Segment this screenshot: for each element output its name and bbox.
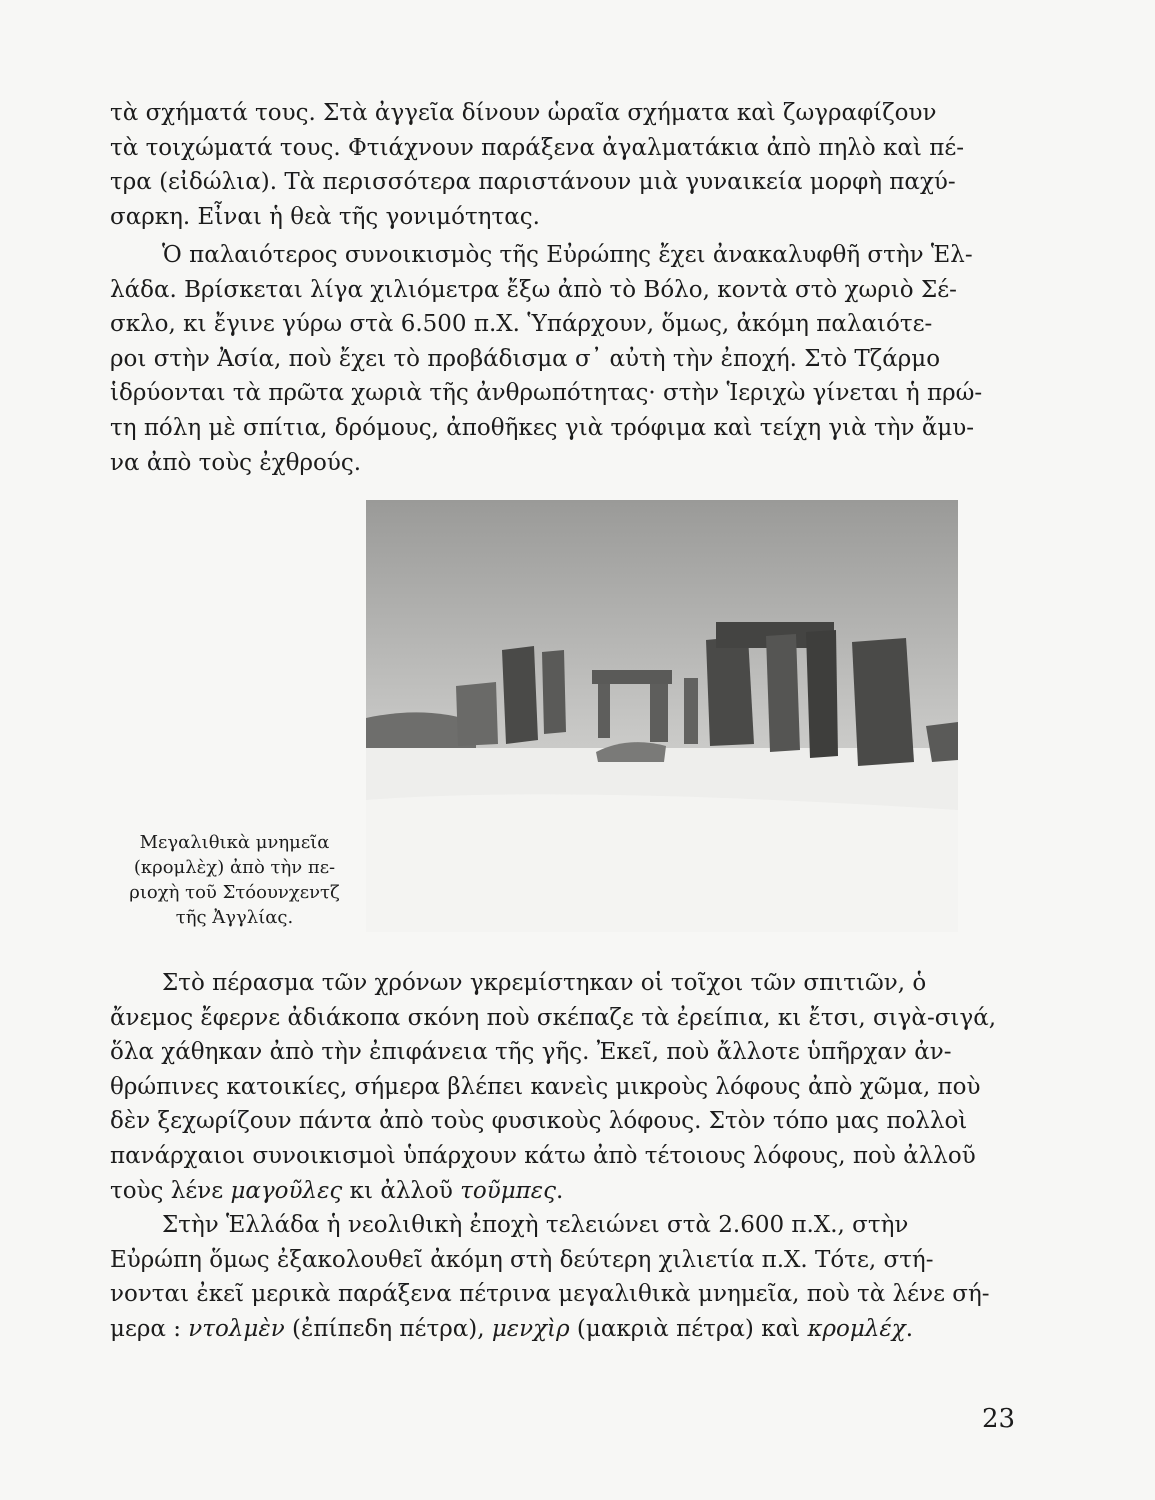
term-cromlech: κρομλέχ	[807, 1315, 906, 1342]
term-dolmen: ντολμὲν	[188, 1315, 285, 1342]
text-run: μερα :	[110, 1315, 189, 1342]
text-run: (ἐπίπεδη πέτρα),	[284, 1315, 492, 1342]
text-line: τρα (εἰδώλια). Τὰ περισσότερα παριστάνουν μιὰ γυναικεία μορφὴ παχύ-	[110, 169, 956, 196]
text-line: πανάρχαιοι συνοικισμοὶ ὑπάρχουν κάτω ἀπὸ τέτοιους λόφους, ποὺ ἀλλοῦ	[110, 1142, 976, 1169]
text-line: ροι στὴν Ἀσία, ποὺ ἔχει τὸ προβάδισμα σ᾽ αὐτὴ τὴν ἐποχή. Στὸ Τζάρμο	[110, 345, 941, 372]
figure-caption	[112, 830, 357, 930]
text-line: δὲν ξεχωρίζουν πάντα ἀπὸ τοὺς φυσικοὺς λόφους. Στὸν τόπο μας πολλοὶ	[110, 1108, 968, 1135]
text-line: νονται ἐκεῖ μερικὰ παράξενα πέτρινα μεγαλιθικὰ μνημεῖα, ποὺ τὰ λένε σή-	[110, 1281, 990, 1308]
text-line: Ὁ παλαιότερος συνοικισμὸς τῆς Εὐρώπης ἔχει ἀνακαλυφθῆ στὴν Ἑλ-	[162, 242, 973, 268]
stonehenge-photo	[366, 500, 958, 932]
text-line	[110, 1174, 960, 1209]
term-magoules: μαγοῦλες	[230, 1177, 343, 1204]
term-menhir: μενχὶρ	[491, 1315, 570, 1342]
text-line: θρώπινες κατοικίες, σήμερα βλέπει κανεὶς μικροὺς λόφους ἀπὸ χῶμα, ποὺ	[110, 1073, 981, 1100]
page-number: 23	[982, 1404, 1016, 1434]
text-run: .	[905, 1315, 914, 1342]
text-line: ἱδρύονται τὰ πρῶτα χωριὰ τῆς ἀνθρωπότητας· στὴν Ἱεριχὼ γίνεται ἡ πρώ-	[110, 380, 983, 407]
paragraph-megalithic	[110, 1208, 990, 1346]
text-line: Στὸ πέρασμα τῶν χρόνων γκρεμίστηκαν οἱ τοῖχοι τῶν σπιτιῶν, ὁ	[162, 970, 927, 996]
text-line: τὰ τοιχώματά τους. Φτιάχνουν παράξενα ἀγαλματάκια ἀπὸ πηλὸ καὶ πέ-	[110, 134, 965, 161]
stonehenge-illustration	[366, 500, 958, 932]
text-line: τη πόλη μὲ σπίτια, δρόμους, ἀποθῆκες γιὰ τρόφιμα καὶ τείχη γιὰ τὴν ἄμυ-	[110, 414, 975, 441]
text-line: Εὐρώπη ὅμως ἐξακολουθεῖ ἀκόμη στὴ δεύτερη χιλιετία π.Χ. Τότε, στή-	[110, 1246, 934, 1273]
text-run: κι ἀλλοῦ	[342, 1177, 461, 1204]
caption-line: (κρομλὲχ) ἀπὸ τὴν πε-	[133, 857, 336, 878]
term-toumpes: τοῦμπες	[460, 1177, 556, 1204]
text-line: λάδα. Βρίσκεται λίγα χιλιόμετρα ἔξω ἀπὸ τὸ Βόλο, κοντὰ στὸ χωριὸ Σέ-	[110, 276, 957, 303]
text-line: σαρκη. Εἶναι ἡ θεὰ τῆς γονιμότητας.	[110, 203, 540, 230]
paragraph-oldest-settlement	[110, 238, 983, 480]
text-run: (μακριὰ πέτρα) καὶ	[569, 1315, 808, 1342]
text-line: να ἀπὸ τοὺς ἐχθρούς.	[110, 449, 362, 476]
text-run: τοὺς λένε	[110, 1177, 231, 1204]
text-line: σκλο, κι ἔγινε γύρω στὰ 6.500 π.Χ. Ὑπάρχουν, ὅμως, ἀκόμη παλαιότε-	[110, 311, 933, 338]
text-line: ὅλα χάθηκαν ἀπὸ τὴν ἐπιφάνεια τῆς γῆς. Ἐκεῖ, ποὺ ἄλλοτε ὑπῆρχαν ἀν-	[110, 1039, 952, 1066]
caption-line: ριοχὴ τοῦ Στόουνχεντζ	[129, 882, 340, 903]
caption-line: Μεγαλιθικὰ μνημεῖα	[139, 832, 330, 853]
text-line: Στὴν Ἑλλάδα ἡ νεολιθικὴ ἐποχὴ τελειώνει στὰ 2.600 π.Χ., στὴν	[162, 1212, 909, 1238]
text-line	[110, 1312, 960, 1347]
caption-line: τῆς Ἀγγλίας.	[175, 907, 294, 928]
paragraph-ruins	[110, 966, 997, 1208]
text-line: τὰ σχήματά τους. Στὰ ἀγγεῖα δίνουν ὡραῖα σχήματα καὶ ζωγραφίζουν	[110, 100, 937, 126]
text-run: .	[556, 1177, 564, 1204]
paragraph-figurines	[110, 96, 965, 234]
text-line: ἄνεμος ἔφερνε ἀδιάκοπα σκόνη ποὺ σκέπαζε τὰ ἐρείπια, κι ἔτσι, σιγὰ-σιγά,	[110, 1004, 997, 1031]
